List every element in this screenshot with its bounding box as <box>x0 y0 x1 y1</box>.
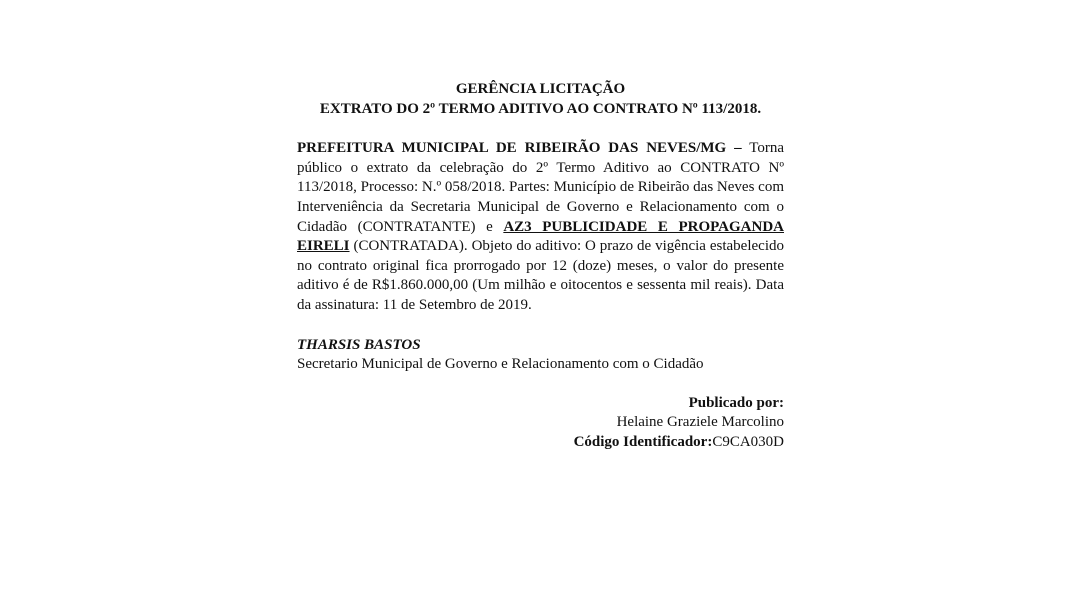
published-by-label: Publicado por: <box>688 394 784 411</box>
publisher-name: Helaine Graziele Marcolino <box>616 414 784 431</box>
department-title: GERÊNCIA LICITAÇÃO <box>455 81 626 97</box>
identifier-code-value: C9CA030D <box>712 433 784 450</box>
body-text-part2: (CONTRATADA). Objeto do aditivo: O prazo de vigência estabelecido no contrato original fica prorrogado por 12 (doze) meses, o valor do presente aditivo é de R$1.860.000,00 (Um milhão e oitocentos e sessenta mil reais). Data da assinatura: 11 de Setembro de 2019. <box>297 238 784 313</box>
signer-role: Secretario Municipal de Governo e Relacionamento com o Cidadão <box>297 356 704 373</box>
identifier-code-label: Código Identificador: <box>573 433 713 450</box>
document-header <box>297 80 784 119</box>
signer-name: THARSIS BASTOS <box>297 336 421 353</box>
identifier-code <box>297 433 784 453</box>
contractor-name: AZ3 PUBLICIDADE E PROPAGANDA EIRELI <box>297 218 784 255</box>
entity-name: PREFEITURA MUNICIPAL DE RIBEIRÃO DAS NEVES/MG – <box>297 140 742 157</box>
signer-block <box>297 336 784 375</box>
extract-title: EXTRATO DO 2º TERMO ADITIVO AO CONTRATO Nº 113/2018. <box>319 100 762 117</box>
body-text-part1: Torna público o extrato da celebração do 2º Termo Aditivo ao CONTRATO Nº 113/2018, Processo: N.º 058/2018. Partes: Município de Ribeirão das Neves com Interveniência da Secretaria Municipal de Governo e Relacionamento com o Cidadão (CONTRATANTE) e <box>297 140 784 235</box>
document <box>297 80 784 453</box>
extract-body <box>297 139 784 315</box>
publication-block <box>297 394 784 453</box>
